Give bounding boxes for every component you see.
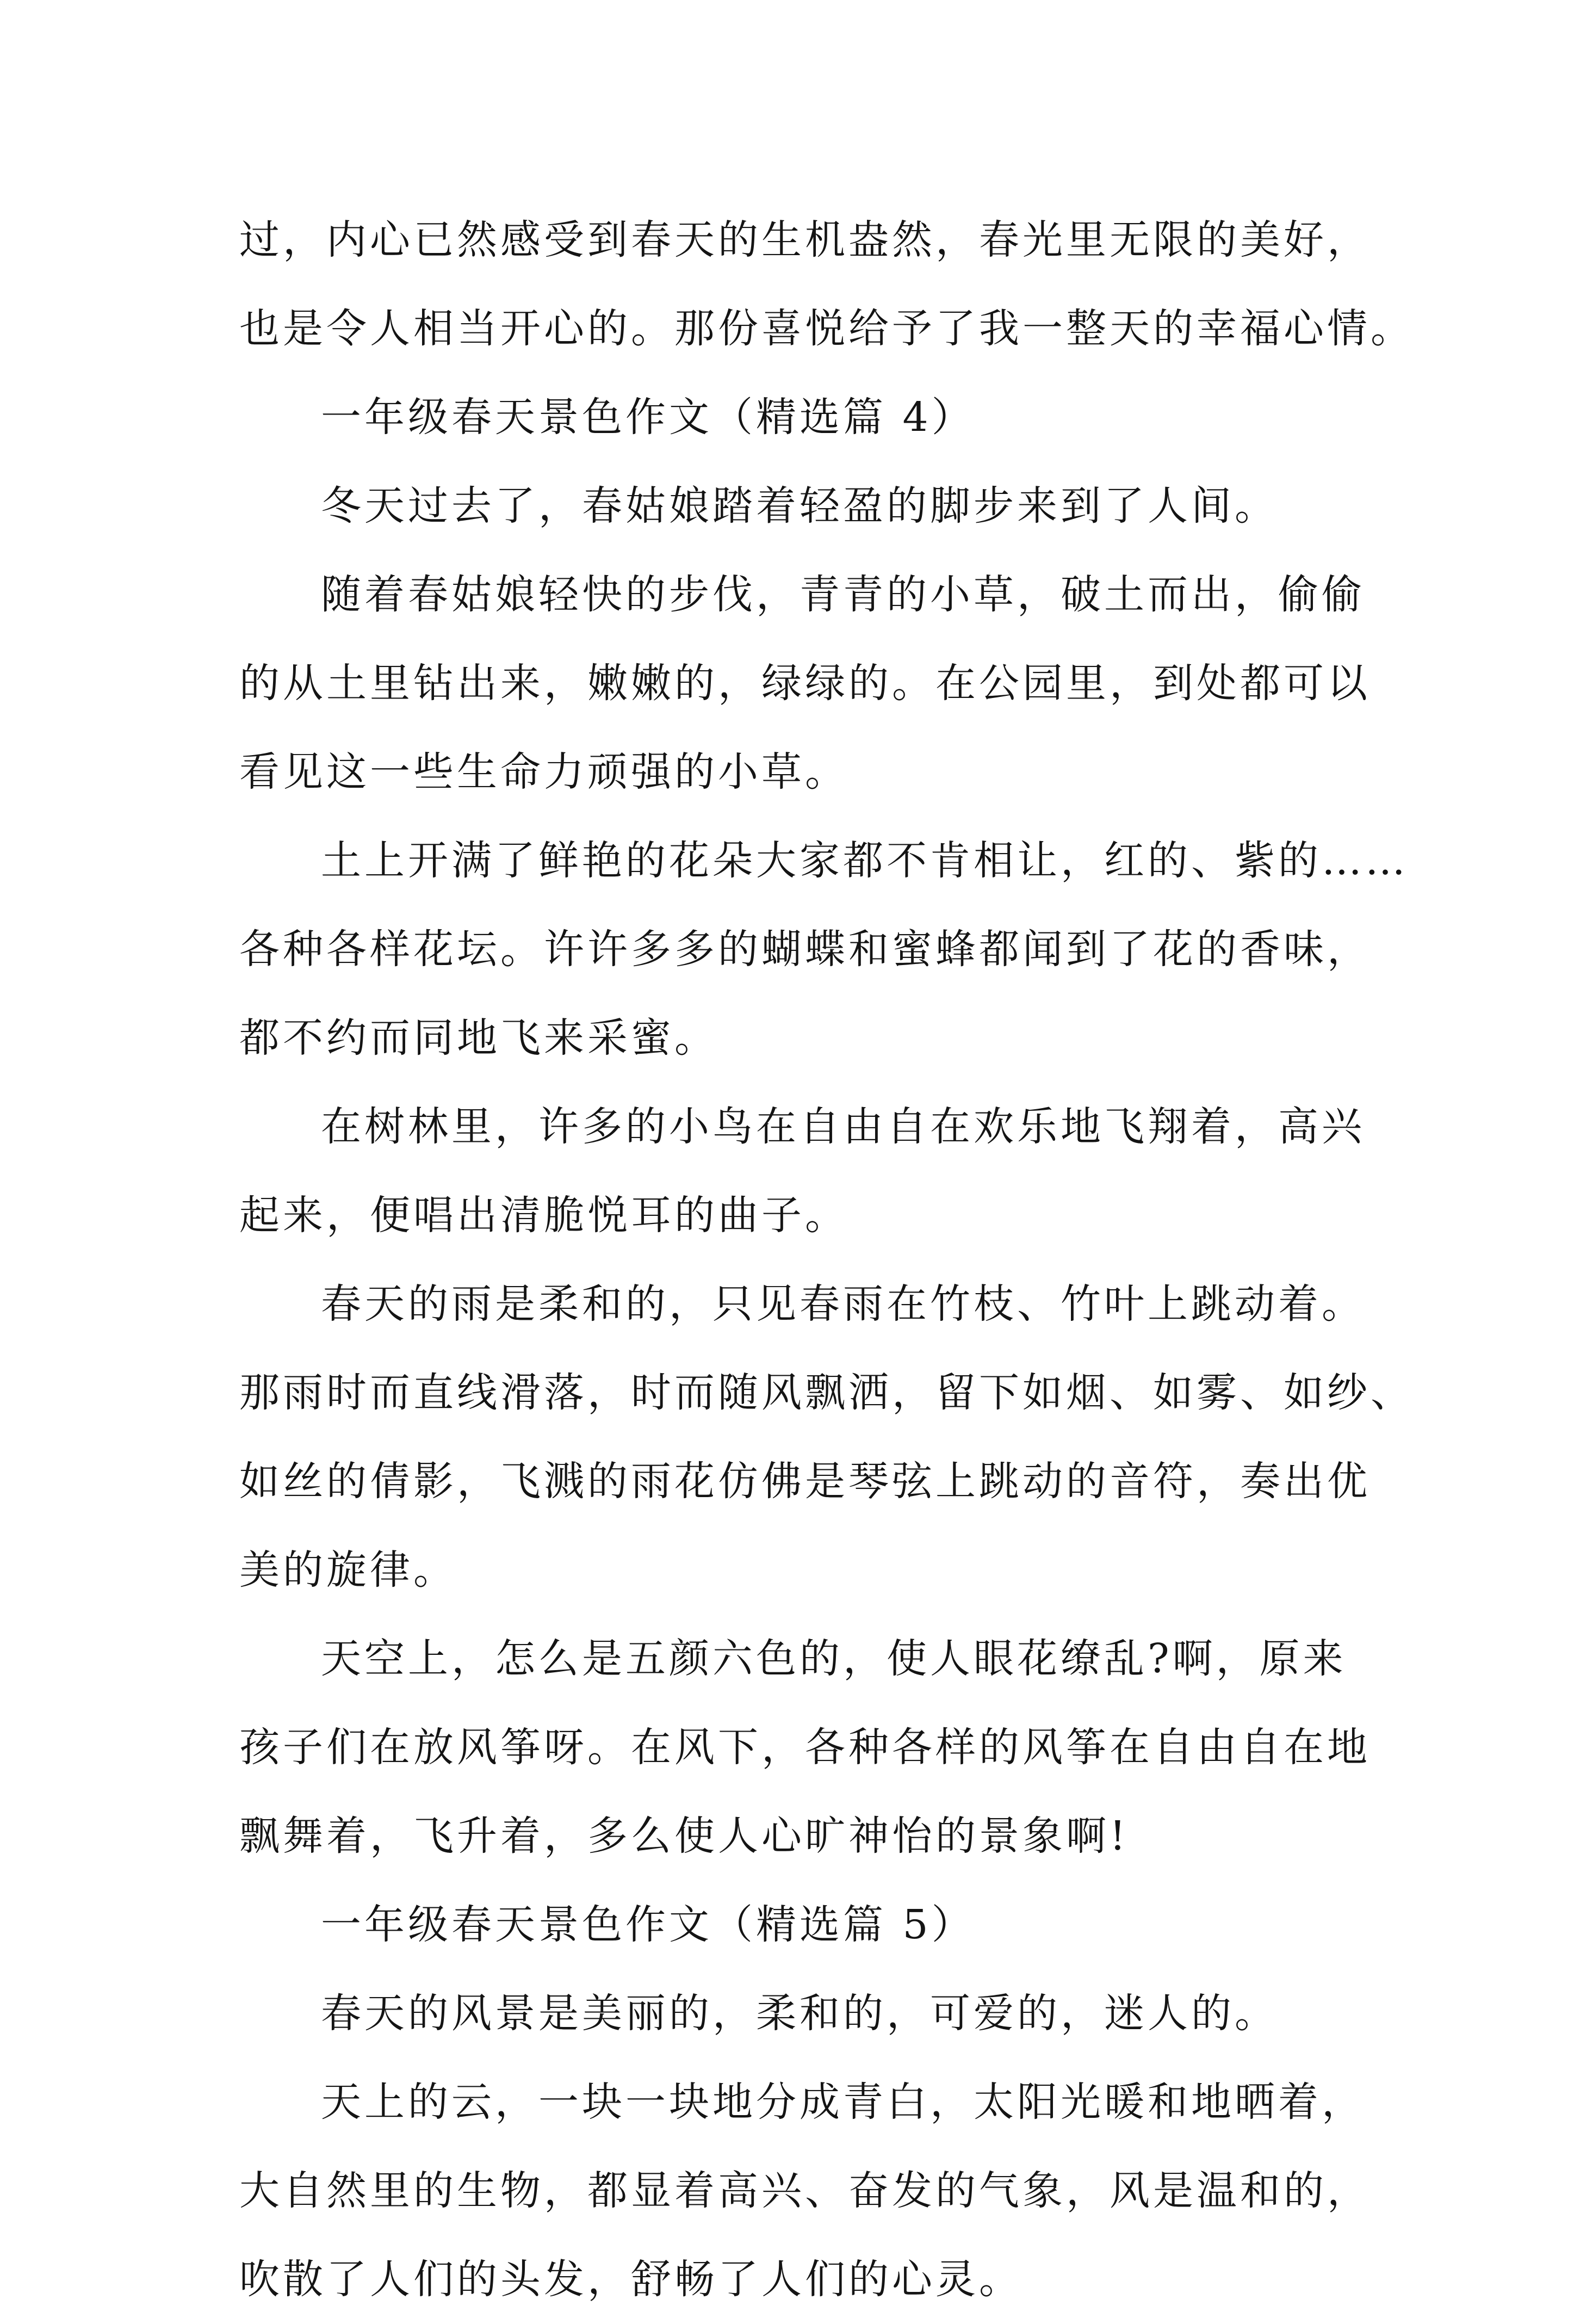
- text-line: 如丝的倩影，飞溅的雨花仿佛是琴弦上跳动的音符，奏出优: [239, 1458, 1371, 1505]
- text-line: 起来，便唱出清脆悦耳的曲子。: [239, 1192, 848, 1239]
- text-line: 土上开满了鲜艳的花朵大家都不肯相让，红的、紫的……: [321, 837, 1409, 884]
- essay-body: [239, 196, 1414, 2324]
- text-line: 孩子们在放风筝呀。在风下，各种各样的风筝在自由自在地: [239, 1724, 1371, 1771]
- text-line: 都不约而同地飞来采蜜。: [239, 1015, 718, 1061]
- section-heading: 一年级春天景色作文（精选篇 5）: [321, 1901, 975, 1948]
- text-line: 的从土里钻出来，嫩嫩的，绿绿的。在公园里，到处都可以: [239, 660, 1371, 707]
- text-line: 大自然里的生物，都显着高兴、奋发的气象，风是温和的，: [239, 2167, 1371, 2214]
- text-line: 吹散了人们的头发，舒畅了人们的心灵。: [239, 2256, 1023, 2303]
- text-line: 冬天过去了，春姑娘踏着轻盈的脚步来到了人间。: [321, 483, 1278, 529]
- text-line: 美的旋律。: [239, 1547, 457, 1593]
- text-line: 天空上，怎么是五颜六色的，使人眼花缭乱?啊，原来: [321, 1635, 1347, 1682]
- text-line: 春天的雨是柔和的，只见春雨在竹枝、竹叶上跳动着。: [321, 1281, 1365, 1327]
- text-line: 飘舞着，飞升着，多么使人心旷神怡的景象啊!: [239, 1813, 1129, 1859]
- text-line: 在树林里，许多的小鸟在自由自在欢乐地飞翔着，高兴: [321, 1103, 1365, 1150]
- text-line: 春天的风景是美丽的，柔和的，可爱的，迷人的。: [321, 1990, 1278, 2037]
- text-line: 过，内心已然感受到春天的生机盎然，春光里无限的美好，: [239, 217, 1371, 263]
- text-line: 各种各样花坛。许许多多的蝴蝶和蜜蜂都闻到了花的香味，: [239, 926, 1371, 973]
- text-line: 看见这一些生命力顽强的小草。: [239, 749, 848, 795]
- text-line: 随着春姑娘轻快的步伐，青青的小草，破土而出，偷偷: [321, 571, 1365, 618]
- text-line: 天上的云，一块一块地分成青白，太阳光暖和地晒着，: [321, 2079, 1365, 2125]
- text-line: 也是令人相当开心的。那份喜悦给予了我一整天的幸福心情。: [239, 305, 1414, 352]
- text-line: 那雨时而直线滑落，时而随风飘洒，留下如烟、如雾、如纱、: [239, 1369, 1414, 1416]
- section-heading: 一年级春天景色作文（精选篇 4）: [321, 394, 975, 441]
